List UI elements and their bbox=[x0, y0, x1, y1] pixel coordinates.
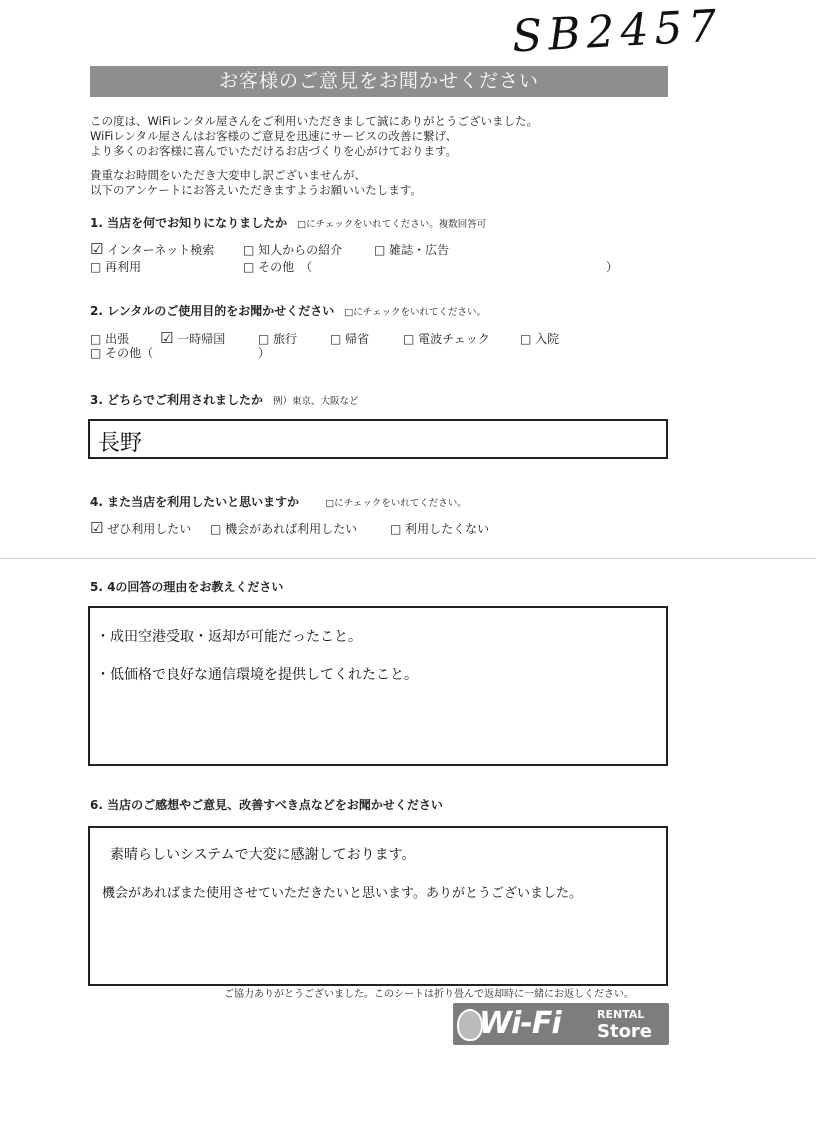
handwritten-form-id: SB2457 bbox=[510, 0, 724, 63]
footer-thanks: ご協力ありがとうございました。このシートは折り畳んで返却時に一緒にお返しください。 bbox=[224, 989, 634, 1000]
q4-label bbox=[90, 493, 467, 510]
q1-note: □にチェックをいれてください。複数回答可 bbox=[297, 219, 487, 230]
q6-answer-box[interactable] bbox=[88, 826, 668, 986]
q3-note: 例）東京、大阪など bbox=[272, 396, 359, 407]
q2-option-label: 一時帰国 bbox=[177, 332, 226, 346]
intro-line: 以下のアンケートにお答えいただきますようお願いいたします。 bbox=[90, 183, 422, 197]
q1-option-magazine[interactable] bbox=[374, 241, 449, 258]
q6-label: 6. 当店のご感想やご意見、改善すべき点などをお聞かせください bbox=[90, 798, 443, 812]
q1-option-label: 再利用 bbox=[105, 260, 142, 274]
q1-option-label: 知人からの紹介 bbox=[258, 243, 343, 257]
q4-option-label: 利用したくない bbox=[405, 522, 490, 536]
q6-answer-line: 素晴らしいシステムで大変に感謝しております。 bbox=[110, 847, 416, 863]
logo-store-text: Store bbox=[597, 1021, 653, 1042]
q4-option-label: 機会があれば利用したい bbox=[225, 522, 358, 536]
fold-line bbox=[0, 558, 816, 559]
intro-line: 貴重なお時間をいただき大変申し訳ございませんが、 bbox=[90, 168, 366, 182]
q4-option-label: ぜひ利用したい bbox=[107, 522, 192, 536]
q1-label bbox=[90, 214, 486, 231]
checkbox-icon: □ bbox=[90, 332, 102, 346]
q1-option-reuse[interactable] bbox=[90, 258, 141, 275]
form-title: お客様のご意見をお聞かせください bbox=[90, 66, 668, 97]
q4-option-no[interactable] bbox=[390, 520, 489, 537]
intro-line: この度は、WiFiレンタル屋さんをご利用いただきまして誠にありがとうございました。 bbox=[90, 114, 539, 128]
checkbox-icon: □ bbox=[330, 332, 342, 346]
q2-other-close-paren: ） bbox=[258, 346, 271, 360]
intro-line: WiFiレンタル屋さんはお客様のご意見を迅速にサービスの改善に繋げ、 bbox=[90, 129, 458, 143]
checkbox-icon: □ bbox=[243, 243, 255, 257]
q2-option-hometown[interactable] bbox=[330, 330, 369, 347]
q4-note: □にチェックをいれてください。 bbox=[325, 498, 467, 509]
q1-option-other[interactable] bbox=[243, 258, 312, 275]
checkbox-icon: □ bbox=[520, 332, 532, 346]
q1-option-internet[interactable] bbox=[90, 240, 214, 258]
logo-wifi-text: Wi-Fi bbox=[479, 1006, 561, 1041]
q5-answer-line: ・成田空港受取・返却が可能だったこと。 bbox=[96, 629, 362, 645]
q2-label bbox=[90, 302, 486, 319]
q2-option-return-home[interactable] bbox=[160, 329, 225, 347]
q3-answer-handwriting: 長野 bbox=[98, 431, 143, 456]
q2-option-label: 入院 bbox=[535, 332, 560, 346]
q2-option-label: 旅行 bbox=[273, 332, 298, 346]
checkbox-icon: □ bbox=[90, 260, 102, 274]
q5-label: 5. 4の回答の理由をお教えください bbox=[90, 580, 284, 594]
checkbox-icon: □ bbox=[243, 260, 255, 274]
q1-option-referral[interactable] bbox=[243, 241, 342, 258]
q2-option-signal-check[interactable] bbox=[403, 330, 490, 347]
q1-option-label: その他 （ bbox=[258, 260, 313, 274]
q1-question: 1. 当店を何でお知りになりましたか bbox=[90, 216, 288, 230]
logo-rental-text: RENTAL bbox=[597, 1008, 645, 1021]
q2-option-other[interactable] bbox=[90, 344, 153, 361]
q2-option-label: 出張 bbox=[105, 332, 130, 346]
intro-text bbox=[90, 114, 538, 198]
q2-note: □にチェックをいれてください。 bbox=[344, 307, 487, 318]
checkbox-icon: □ bbox=[258, 332, 270, 346]
checkbox-icon: □ bbox=[374, 243, 386, 257]
q5-answer-line: ・低価格で良好な通信環境を提供してくれたこと。 bbox=[96, 667, 418, 683]
q3-label bbox=[90, 391, 358, 408]
q2-option-label: 電波チェック bbox=[418, 332, 490, 346]
checked-checkbox-icon: ☑ bbox=[90, 240, 104, 258]
q1-option-label: インターネット検索 bbox=[107, 243, 215, 257]
q2-question: 2. レンタルのご使用目的をお聞かせください bbox=[90, 304, 335, 318]
checkbox-icon: □ bbox=[90, 346, 102, 360]
q1-other-close-paren: ） bbox=[606, 260, 619, 274]
q4-option-if-chance[interactable] bbox=[210, 520, 357, 537]
checked-checkbox-icon: ☑ bbox=[160, 329, 174, 347]
q3-answer-box[interactable] bbox=[88, 419, 668, 459]
checkbox-icon: □ bbox=[210, 522, 222, 536]
q4-question: 4. また当店を利用したいと思いますか bbox=[90, 495, 300, 509]
wifi-rental-store-logo bbox=[453, 1003, 669, 1045]
checked-checkbox-icon: ☑ bbox=[90, 519, 104, 537]
q4-option-definitely[interactable] bbox=[90, 519, 191, 537]
checkbox-icon: □ bbox=[403, 332, 415, 346]
q2-option-hospital[interactable] bbox=[520, 330, 559, 347]
intro-line: より多くのお客様に喜んでいただけるお店づくりを心がけております。 bbox=[90, 144, 458, 158]
q2-option-label: 帰省 bbox=[345, 332, 370, 346]
checkbox-icon: □ bbox=[390, 522, 402, 536]
q5-answer-box[interactable] bbox=[88, 606, 668, 766]
q3-question: 3. どちらでご利用されましたか bbox=[90, 393, 263, 407]
q1-option-label: 雑誌・広告 bbox=[389, 243, 450, 257]
q2-option-label: その他（ bbox=[105, 346, 154, 360]
q6-answer-line: 機会があればまた使用させていただきたいと思います。ありがとうございました。 bbox=[102, 886, 582, 901]
